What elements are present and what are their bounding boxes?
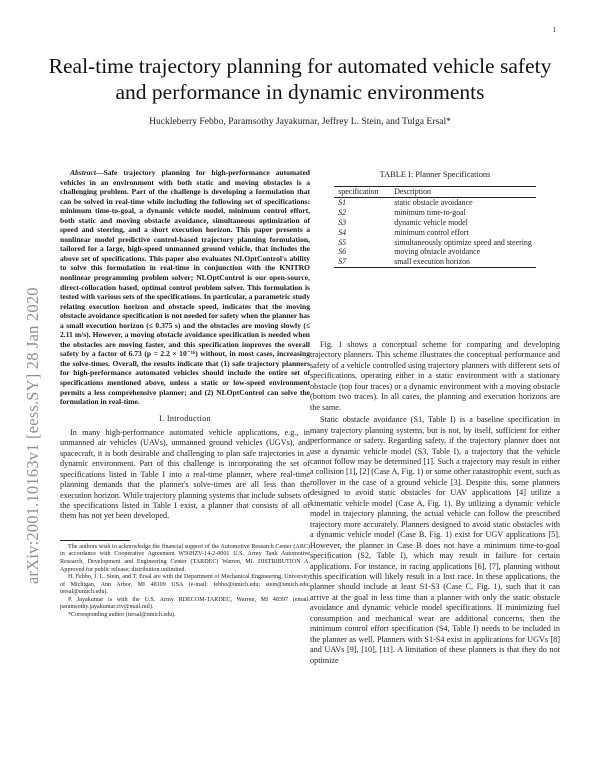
footnote-corresponding: *Corresponding author (tersal@umich.edu). [68,612,176,619]
spec-description: simultaneously optimize speed and steering [394,237,532,247]
table-spacer [310,268,560,340]
intro-paragraph: In many high-performance automated vehicle applications, e.g., in unmanned air vehicles (UAVs), unmanned ground vehicles (UGVs), and spacecraft, it is both desirable and challenging to plan safe trajectories in a dynamic environment. Part of this challenge is incorporating the set of specifications listed in Table I into a real-time planner, where real-time planning demands that the planner's solve-times are all less than the execution horizon. While trajectory planning systems that include subsets of the specifications listed in Table I exist, a planner that consists of all of them has not yet been developed. [60,428,310,521]
table-row [334,228,536,238]
spec-description: static obstacle avoidance [394,198,473,208]
footnote-affiliation-umich: H. Febbo, J. L. Stein, and T. Ersal are with the Department of Mechanical Engineering, University of Michigan, Ann Arbor, MI 48109 USA (e-mail: febbo@umich.edu; stein@umich.edu; tersal@umich.edu). [60,574,310,596]
paper-title: Real-time trajectory planning for automated vehicle safety and performance in dynamic environments [48,54,552,104]
footnote-funding: The authors wish to acknowledge the financial support of the Automotive Research Center (ARC) in accordance with Cooperative Agreement W56HZV-14-2-0001 U.S. Army Tank Automotive Research, Development and Engineering Center (TARDEC) Warren, MI. DISTRIBUTION A. Approved for public release; distribution unlimited. [60,543,310,573]
spec-symbol: S1 [338,198,347,208]
table-row [334,218,536,228]
spec-symbol: S5 [338,237,347,247]
spec-description: minimum time-to-goal [394,208,466,218]
author-list: Huckleberry Febbo, Paramsothy Jayakumar, Jeffrey L. Stein, and Tulga Ersal* [149,116,451,127]
spec-symbol: S7 [334,257,390,267]
footnote-divider [60,540,130,541]
table-row [334,247,536,257]
static-obstacle-paragraph: Static obstacle avoidance (S1, Table I) is a baseline specification in many trajectory planning systems, but is not, by itself, sufficient for either performance or safety. Regarding safety, if the trajectory planner does not use a dynamic vehicle model (S3, Table I), a trajectory that the vehicle cannot follow may be determined [1]. Such a trajectory may result in either a collision [1], [2] (Case A, Fig. 1) or some other catastrophic event, such as rollover in the case of a ground vehicle [3]. Despite this, some planners designed to avoid static obstacles for UAV applications [4] utilize a kinematic vehicle model (Case A, Fig. 1). By utilizing a dynamic vehicle model in trajectory planning, the actual vehicle can follow the prescribed trajectory more accurately. Planners designed to avoid static obstacles with a dynamic vehicle model (Case B, Fig. 1) exist for UGV applications [5]. However, the planner in Case B does not have a minimum time-to-goal specification (S2, Table I), which may result in failure for certain applications. For instance, in racing applications [6], [7], planning without this specification will likely result in a lost race. In these applications, the planner should include at least S1-S3 (Case C, Fig. 1), such that it can arrive at the goal in less time than a planner with only the static obstacle avoidance and dynamic vehicle model specifications. If minimizing fuel consumption and mechanical wear are additional concerns, then the minimum control effort specification (S4, Table I) needs to be included in the planner as well. Planners with S1-S4 exist in applications for UGVs [8] and UAVs [9], [10], [11]. A limitation of these planners is that they do not optimize [310,415,560,665]
section-heading-introduction: I. Introduction [159,413,211,423]
fig1-paragraph: Fig. 1 shows a conceptual scheme for comparing and developing trajectory planners. This scheme illustrates the conceptual performance and safety of a vehicle controlled using trajectory planners with different sets of specifications, operating either in a static environment with a stationary obstacle (top four traces) or a dynamic environment with a moving obstacle (bottom two traces). In all cases, the planning and execution horizons are the same. [310,339,560,412]
spec-symbol: S2 [338,208,347,218]
left-column [60,168,310,620]
table-header-specification: specification [334,187,390,198]
spec-description: small execution horizon [390,257,536,267]
right-column [310,168,560,666]
footnote-affiliation-army: P. Jayakumar is with the U.S. Army RDECOM-TARDEC, Warren, MI 48397 (email: paramsothy.jayakumar.civ@mail.mil). [60,596,310,611]
spec-description: minimum control effort [394,227,469,237]
table-header-description: Description [390,187,536,198]
spec-description: dynamic vehicle model [394,218,468,227]
page-number: 1 [552,26,556,34]
table-row [334,238,536,248]
spec-symbol: S6 [338,247,347,257]
spec-description: moving obstacle avoidance [394,247,481,257]
table-row [334,198,536,208]
table-header-row [334,187,536,198]
abstract-label: Abstract [70,168,96,177]
table-row [334,257,536,267]
arxiv-stamp: arXiv:2001.10163v1 [eess.SY] 28 Jan 2020 [23,287,42,584]
table-caption: TABLE I: Planner Specifications [379,170,491,179]
table-row [334,208,536,218]
abstract-text: —Safe trajectory planning for high-performance automated vehicles in an environment with both static and moving obstacles is a challenging problem. Part of the challenge is developing a formulation that can be solved in real-time while including the following set of specifications: minimum time-to-goal, a dynamic vehicle model, minimum control effort, both static and moving obstacle avoidance, simultaneous optimization of speed and steering, and a short execution horizon. This paper presents a nonlinear model predictive control-based trajectory planning formulation, tailored for a large, high-speed unmanned ground vehicle, that includes the above set of specifications. This paper also evaluates NLOptControl's ability to solve this formulation in real-time in conjunction with the KNITRO nonlinear programming problem solver; NLOptControl is our open-source, direct-collocation based, optimal control problem solver. This formulation is tested with various sets of the specifications. In particular, a parametric study relating execution horizon and obstacle speed, indicates that the moving obstacle avoidance specification is not needed for safety when the planner has a small execution horizon (≤ 0.375 s) and the obstacles are moving slowly (≤ 2.11 m/s). However, a moving obstacle avoidance specification is needed when the obstacles are moving faster, and this specification improves the overall safety by a factor of 6.73 (p = 2.2 × 10⁻¹⁶) without, in most cases, increasing the solve-times. Overall, the results indicate that (1) safe trajectory planners for high-performance automated vehicles should include the entire set of specifications mentioned above, unless a static or low-speed environment permits a less comprehensive planner; and (2) NLOptControl can solve the formulation in real-time. [60,168,310,407]
specifications-table [334,186,536,268]
spec-symbol: S3 [338,218,347,227]
abstract [60,168,310,407]
spec-symbol: S4 [338,227,347,237]
